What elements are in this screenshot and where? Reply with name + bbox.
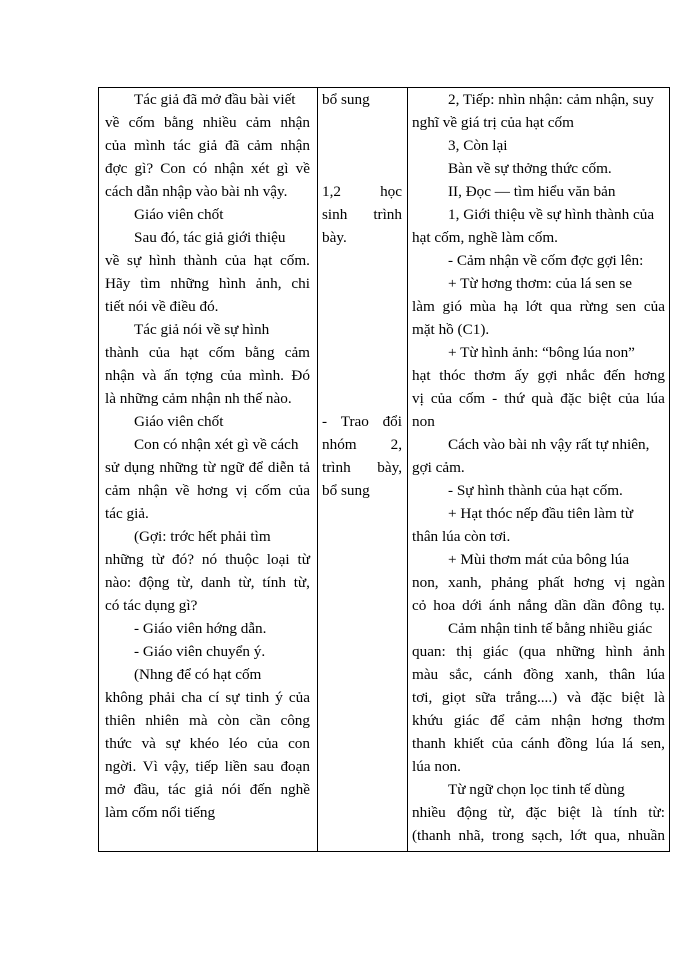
text-line: thành của hạt cốm bằng cảm xyxy=(105,344,310,361)
text-line: (Gợi: trớc hết phải tìm xyxy=(134,528,271,545)
text-line: - Trao đổi xyxy=(322,413,402,430)
text-line: (thanh nhã, trong sạch, lớt qua, nhuần xyxy=(412,827,665,844)
text-line: thiên nhiên mà còn cần công xyxy=(105,712,310,729)
text-line: nào: động từ, danh từ, tính từ, xyxy=(105,574,310,591)
text-line: màu sắc, cánh đồng xanh, thân lúa xyxy=(412,666,665,683)
text-line: về sự hình thành của hạt cốm. xyxy=(105,252,310,269)
text-line: nhóm 2, xyxy=(322,436,402,453)
text-line: gợi cảm. xyxy=(412,459,465,476)
text-line: 3, Còn lại xyxy=(448,137,508,154)
text-line: trình bày, xyxy=(322,459,402,476)
text-line xyxy=(322,295,402,318)
text-line: non, xanh, phảng phất hơng vị ngàn xyxy=(412,574,665,591)
text-line: bổ sung xyxy=(322,482,370,499)
text-line xyxy=(322,111,402,134)
text-line: mặt hồ (C1). xyxy=(412,321,490,338)
text-line: quan: thị giác (qua những hình ảnh xyxy=(412,643,665,660)
text-line: - Sự hình thành của hạt cốm. xyxy=(448,482,623,499)
text-line: non xyxy=(412,413,435,430)
text-line: đợc gì? Con có nhận xét gì về xyxy=(105,160,310,177)
text-line: Từ ngữ chọn lọc tinh tế dùng xyxy=(448,781,625,798)
text-line: khứu giác để cảm nhận hơng thơm xyxy=(412,712,665,729)
text-line: Bàn về sự thởng thức cốm. xyxy=(448,160,612,177)
text-line: Giáo viên chốt xyxy=(134,413,224,430)
text-line: Cách vào bài nh vậy rất tự nhiên, xyxy=(448,436,650,453)
text-line: thân lúa còn tơi. xyxy=(412,528,511,545)
text-line: tác giả. xyxy=(105,505,149,522)
text-line: 1, Giới thiệu về sự hình thành của xyxy=(448,206,655,223)
lesson-plan-table xyxy=(98,87,670,852)
text-line: - Giáo viên hớng dẫn. xyxy=(134,620,267,637)
column-divider-left xyxy=(317,88,318,851)
text-line: cảm nhận về hơng vị cốm của xyxy=(105,482,310,499)
text-line: + Từ hình ảnh: “bông lúa non” xyxy=(448,344,635,361)
text-line: là những cảm nhận nh thế nào. xyxy=(105,390,292,407)
text-line: sinh trình xyxy=(322,206,402,223)
text-line: bổ sung xyxy=(322,91,370,108)
text-line: + Từ hơng thơm: của lá sen se xyxy=(448,275,632,292)
text-line: sử dụng những từ ngữ để diễn tả xyxy=(105,459,310,476)
text-line: thức và sự khéo léo của con xyxy=(105,735,310,752)
text-line: Giáo viên chốt xyxy=(134,206,224,223)
text-line xyxy=(322,157,402,180)
text-line: nhiều động từ, đặc biệt là tính từ: xyxy=(412,804,665,821)
text-line: Sau đó, tác giả giới thiệu xyxy=(134,229,286,246)
text-line: về cốm bằng nhiều cảm nhận xyxy=(105,114,310,131)
text-line: nghĩ về giá trị của hạt cốm xyxy=(412,114,574,131)
text-line: hạt thóc thơm ấy gợi nhắc đến hơng xyxy=(412,367,665,384)
text-line xyxy=(322,134,402,157)
text-line: Cảm nhận tinh tế bằng nhiều giác xyxy=(448,620,653,637)
text-line: - Cảm nhận về cốm đợc gợi lên: xyxy=(448,252,644,269)
text-line: của mình tác giả đã cảm nhận xyxy=(105,137,310,154)
text-line: tơi, giọt sữa trắng....) và đặc biệt là xyxy=(412,689,665,706)
text-line: vị của cốm - thứ quà đặc biệt của lúa xyxy=(412,390,665,407)
text-line: những từ đó? nó thuộc loại từ xyxy=(105,551,310,568)
text-line: Con có nhận xét gì về cách xyxy=(134,436,299,453)
text-line: Hãy tìm những hình ảnh, chi xyxy=(105,275,310,292)
text-line: 2, Tiếp: nhìn nhận: cảm nhận, suy xyxy=(448,91,654,108)
student-activity-column xyxy=(322,88,402,502)
column-divider-right xyxy=(407,88,408,851)
text-line xyxy=(322,387,402,410)
text-line: II, Đọc — tìm hiểu văn bản xyxy=(448,183,616,200)
text-line: + Mùi thơm mát của bông lúa xyxy=(448,551,630,568)
text-line: cách dẫn nhập vào bài nh vậy. xyxy=(105,183,288,200)
text-line: làm gió mùa hạ lớt qua rừng sen của xyxy=(412,298,665,315)
text-line: làm cốm nổi tiếng xyxy=(105,804,216,821)
text-line: lúa non. xyxy=(412,758,461,775)
text-line: thanh khiết của cánh đồng lúa lá sen, xyxy=(412,735,665,752)
text-line: ngời. Vì vậy, tiếp liền sau đoạn xyxy=(105,758,310,775)
text-line: không phải cha cí sự tinh ý của xyxy=(105,689,310,706)
text-line xyxy=(322,272,402,295)
text-line: nhận và ấn tợng của mình. Đó xyxy=(105,367,310,384)
text-line xyxy=(322,318,402,341)
text-line: cỏ hoa dới ánh nắng dần dần đông tụ. xyxy=(412,597,665,614)
text-line: + Hạt thóc nếp đầu tiên làm từ xyxy=(448,505,634,522)
text-line: 1,2 học xyxy=(322,183,402,200)
text-line: Tác giả đã mở đầu bài viết xyxy=(134,91,296,108)
text-line: có tác dụng gì? xyxy=(105,597,198,614)
text-line: (Nhng để có hạt cốm xyxy=(134,666,262,683)
teacher-activity-column xyxy=(105,88,310,824)
text-line: Tác giả nói về sự hình xyxy=(134,321,270,338)
text-line: mở đầu, tác giả nói đến nghề xyxy=(105,781,310,798)
text-line xyxy=(322,249,402,272)
content-column xyxy=(412,88,665,847)
text-line: hạt cốm, nghề làm cốm. xyxy=(412,229,558,246)
text-line: - Giáo viên chuyển ý. xyxy=(134,643,266,660)
text-line xyxy=(322,364,402,387)
text-line: bày. xyxy=(322,229,347,246)
text-line: tiết nói về điều đó. xyxy=(105,298,219,315)
text-line xyxy=(322,341,402,364)
